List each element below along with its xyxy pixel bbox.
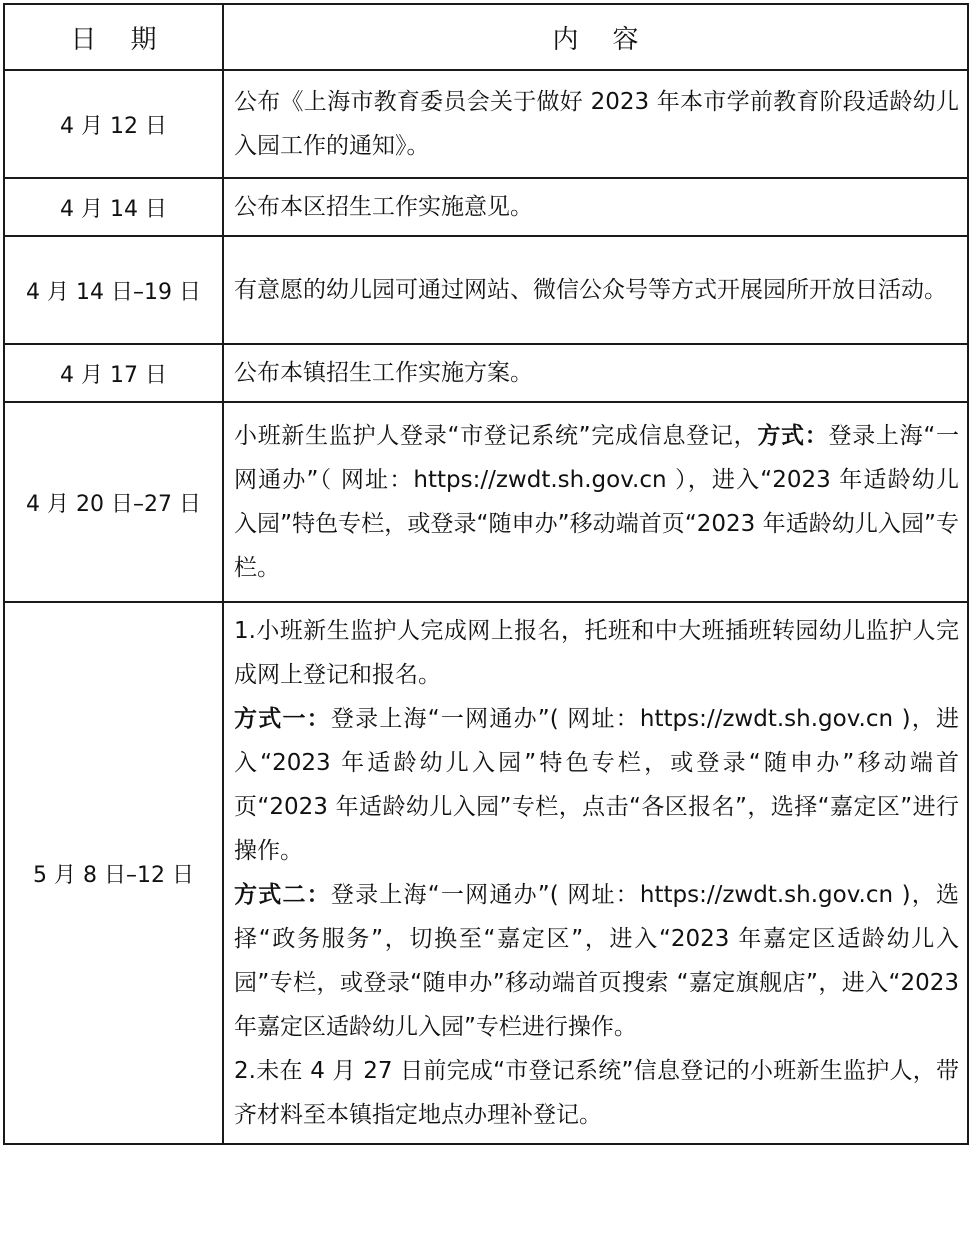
content-header-char-1: 内 (552, 24, 579, 55)
method-two-paragraph (234, 873, 959, 1049)
table-row (4, 178, 968, 236)
registration-text: 小班新生监护人登录“市登记系统”完成信息登记， (234, 423, 758, 449)
content-column-header (223, 4, 968, 70)
row-date: 4 月 17 日 (4, 344, 223, 402)
table-row (4, 602, 968, 1144)
content-header-char-2: 容 (612, 24, 639, 55)
method-label: 方式： (757, 423, 829, 449)
row-date: 4 月 14 日 (4, 178, 223, 236)
date-header-char-2: 期 (130, 24, 157, 55)
table-row (4, 236, 968, 344)
row-date: 5 月 8 日–12 日 (4, 602, 223, 1144)
method-two-label: 方式二： (234, 882, 331, 908)
table-row (4, 402, 968, 602)
row-date: 4 月 14 日–19 日 (4, 236, 223, 344)
method-one-text: 登录上海“一网通办”( 网址：https://zwdt.sh.gov.cn )，进入“2023 年适龄幼儿入园”特色专栏，或登录“随申办”移动端首页“2023 年适龄幼儿入园”专栏，点击“各区报名”，选择“嘉定区”进行操作。 (234, 706, 959, 864)
row-content (223, 402, 968, 602)
row-content: 公布本区招生工作实施意见。 (223, 178, 968, 236)
method-text: 登录上海“一网通办”（ 网址：https://zwdt.sh.gov.cn ），进入“2023 年适龄幼儿入园”特色专栏，或登录“随申办”移动端首页“2023 年适龄幼儿入园”专栏。 (234, 423, 959, 581)
row-content (223, 602, 968, 1144)
row-content: 有意愿的幼儿园可通过网站、微信公众号等方式开展园所开放日活动。 (223, 236, 968, 344)
step-1-text: 1.小班新生监护人完成网上报名，托班和中大班插班转园幼儿监护人完成网上登记和报名。 (234, 618, 959, 688)
method-one-label: 方式一： (234, 706, 331, 732)
table-header-row (4, 4, 968, 70)
date-column-header (4, 4, 223, 70)
table-row (4, 344, 968, 402)
table-row (4, 70, 968, 178)
method-two-text: 登录上海“一网通办”( 网址：https://zwdt.sh.gov.cn )，选择“政务服务”，切换至“嘉定区”，进入“2023 年嘉定区适龄幼儿入园”专栏，或登录“随申办”移动端首页搜索 “嘉定旗舰店”，进入“2023 年嘉定区适龄幼儿入园”专栏进行操作。 (234, 882, 959, 1040)
method-one-paragraph (234, 697, 959, 873)
row-content: 公布本镇招生工作实施方案。 (223, 344, 968, 402)
step-2-text: 2.未在 4 月 27 日前完成“市登记系统”信息登记的小班新生监护人，带齐材料至本镇指定地点办理补登记。 (234, 1058, 959, 1128)
row-content: 公布《上海市教育委员会关于做好 2023 年本市学前教育阶段适龄幼儿入园工作的通知》。 (223, 70, 968, 178)
schedule-table (3, 3, 969, 1145)
date-header-char-1: 日 (70, 24, 97, 55)
row-date: 4 月 20 日–27 日 (4, 402, 223, 602)
row-date: 4 月 12 日 (4, 70, 223, 178)
